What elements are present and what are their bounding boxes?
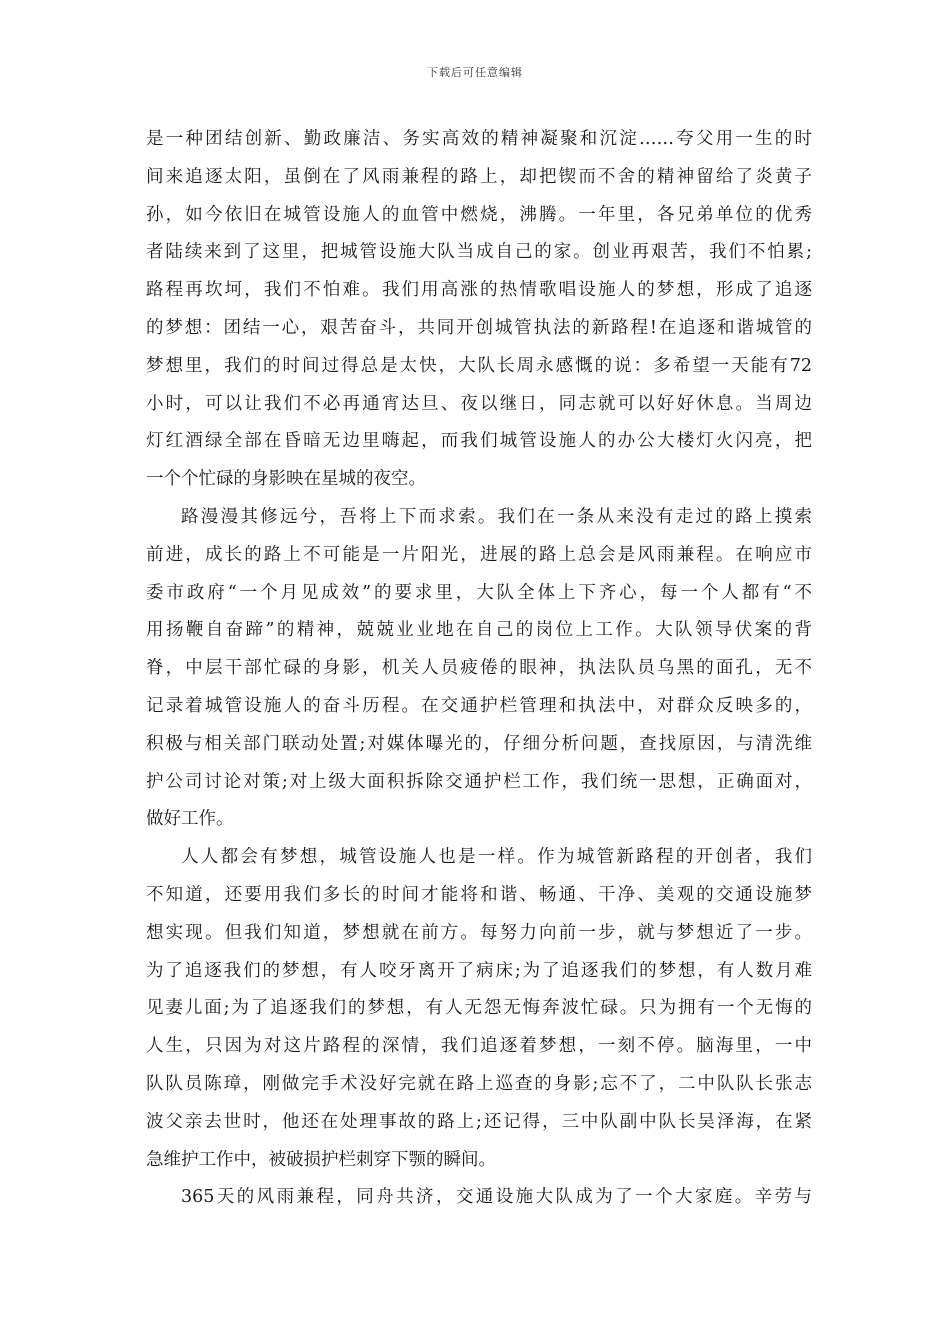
text-line: 积极与相关部门联动处置;对媒体曝光的，仔细分析问题，查找原因，与清洗维 [146,733,812,754]
text-line: 见妻儿面;为了追逐我们的梦想，有人无怨无悔奔波忙碌。只为拥有一个无悔的 [146,998,812,1019]
text-line: 脊，中层干部忙碌的身影，机关人员疲倦的眼神，执法队员乌黑的面孔，无不 [146,658,812,679]
text-line: 记录着城管设施人的奋斗历程。在交通护栏管理和执法中，对群众反映多的， [146,695,812,716]
text-line: 一个个忙碌的身影映在星城的夜空。 [146,469,426,490]
text-line: 间来追逐太阳，虽倒在了风雨兼程的路上，却把锲而不舍的精神留给了炎黄子 [146,166,812,187]
text-line: 想实现。但我们知道，梦想就在前方。每努力向前一步，就与梦想近了一步。 [146,922,812,943]
text-line: 者陆续来到了这里，把城管设施大队当成自己的家。创业再艰苦，我们不怕累; [146,242,812,263]
text-line: 人生，只因为对这片路程的深情，我们追逐着梦想，一刻不停。脑海里，一中 [146,1036,812,1057]
text-line: 灯红酒绿全部在昏暗无边里嗨起，而我们城管设施人的办公大楼灯火闪亮，把 [146,431,812,452]
text-line: 用扬鞭自奋蹄”的精神，兢兢业业地在自己的岗位上工作。大队领导伏案的背 [146,620,812,641]
text-line: 的梦想：团结一心，艰苦奋斗，共同开创城管执法的新路程!在追逐和谐城管的 [146,317,812,338]
text-line: 路漫漫其修远兮，吾将上下而求索。我们在一条从来没有走过的路上摸索 [181,506,812,527]
text-line: 人人都会有梦想，城管设施人也是一样。作为城管新路程的开创者，我们 [181,847,812,868]
text-line: 是一种团结创新、勤政廉洁、务实高效的精神凝聚和沉淀……夸父用一生的时 [146,129,812,149]
text-line: 波父亲去世时，他还在处理事故的路上;还记得，三中队副中队长吴泽海，在紧 [146,1111,812,1132]
text-line: 路程再坎坷，我们不怕难。我们用高涨的热情歌唱设施人的梦想，形成了追逐 [146,280,812,301]
text-line: 小时，可以让我们不必再通宵达旦、夜以继日，同志就可以好好休息。当周边 [146,393,812,414]
text-line: 365天的风雨兼程，同舟共济，交通设施大队成为了一个大家庭。辛劳与 [181,1187,812,1208]
paragraph-2 [146,499,812,839]
text-line: 队队员陈璋，刚做完手术没好完就在路上巡查的身影;忘不了，二中队队长张志 [146,1073,812,1094]
document-body [146,121,812,1217]
paragraph-4 [146,1179,812,1217]
text-line: 孙，如今依旧在城管设施人的血管中燃烧，沸腾。一年里，各兄弟单位的优秀 [146,204,812,225]
text-line: 前进，成长的路上不可能是一片阳光，进展的路上总会是风雨兼程。在响应市 [146,544,812,565]
page-header-note: 下载后可任意编辑 [427,66,523,79]
text-line: 不知道，还要用我们多长的时间才能将和谐、畅通、干净、美观的交通设施梦 [146,884,812,905]
paragraph-3 [146,839,812,1179]
text-line: 梦想里，我们的时间过得总是太快，大队长周永感慨的说：多希望一天能有72 [146,355,812,376]
text-line: 做好工作。 [146,809,234,830]
text-line: 护公司讨论对策;对上级大面积拆除交通护栏工作，我们统一思想，正确面对， [146,771,812,792]
text-line: 委市政府“一个月见成效”的要求里，大队全体上下齐心，每一个人都有“不 [146,582,812,603]
paragraph-1 [146,121,812,499]
text-line: 为了追逐我们的梦想，有人咬牙离开了病床;为了追逐我们的梦想，有人数月难 [146,960,812,981]
text-line: 急维护工作中，被破损护栏刺穿下颚的瞬间。 [146,1149,496,1170]
